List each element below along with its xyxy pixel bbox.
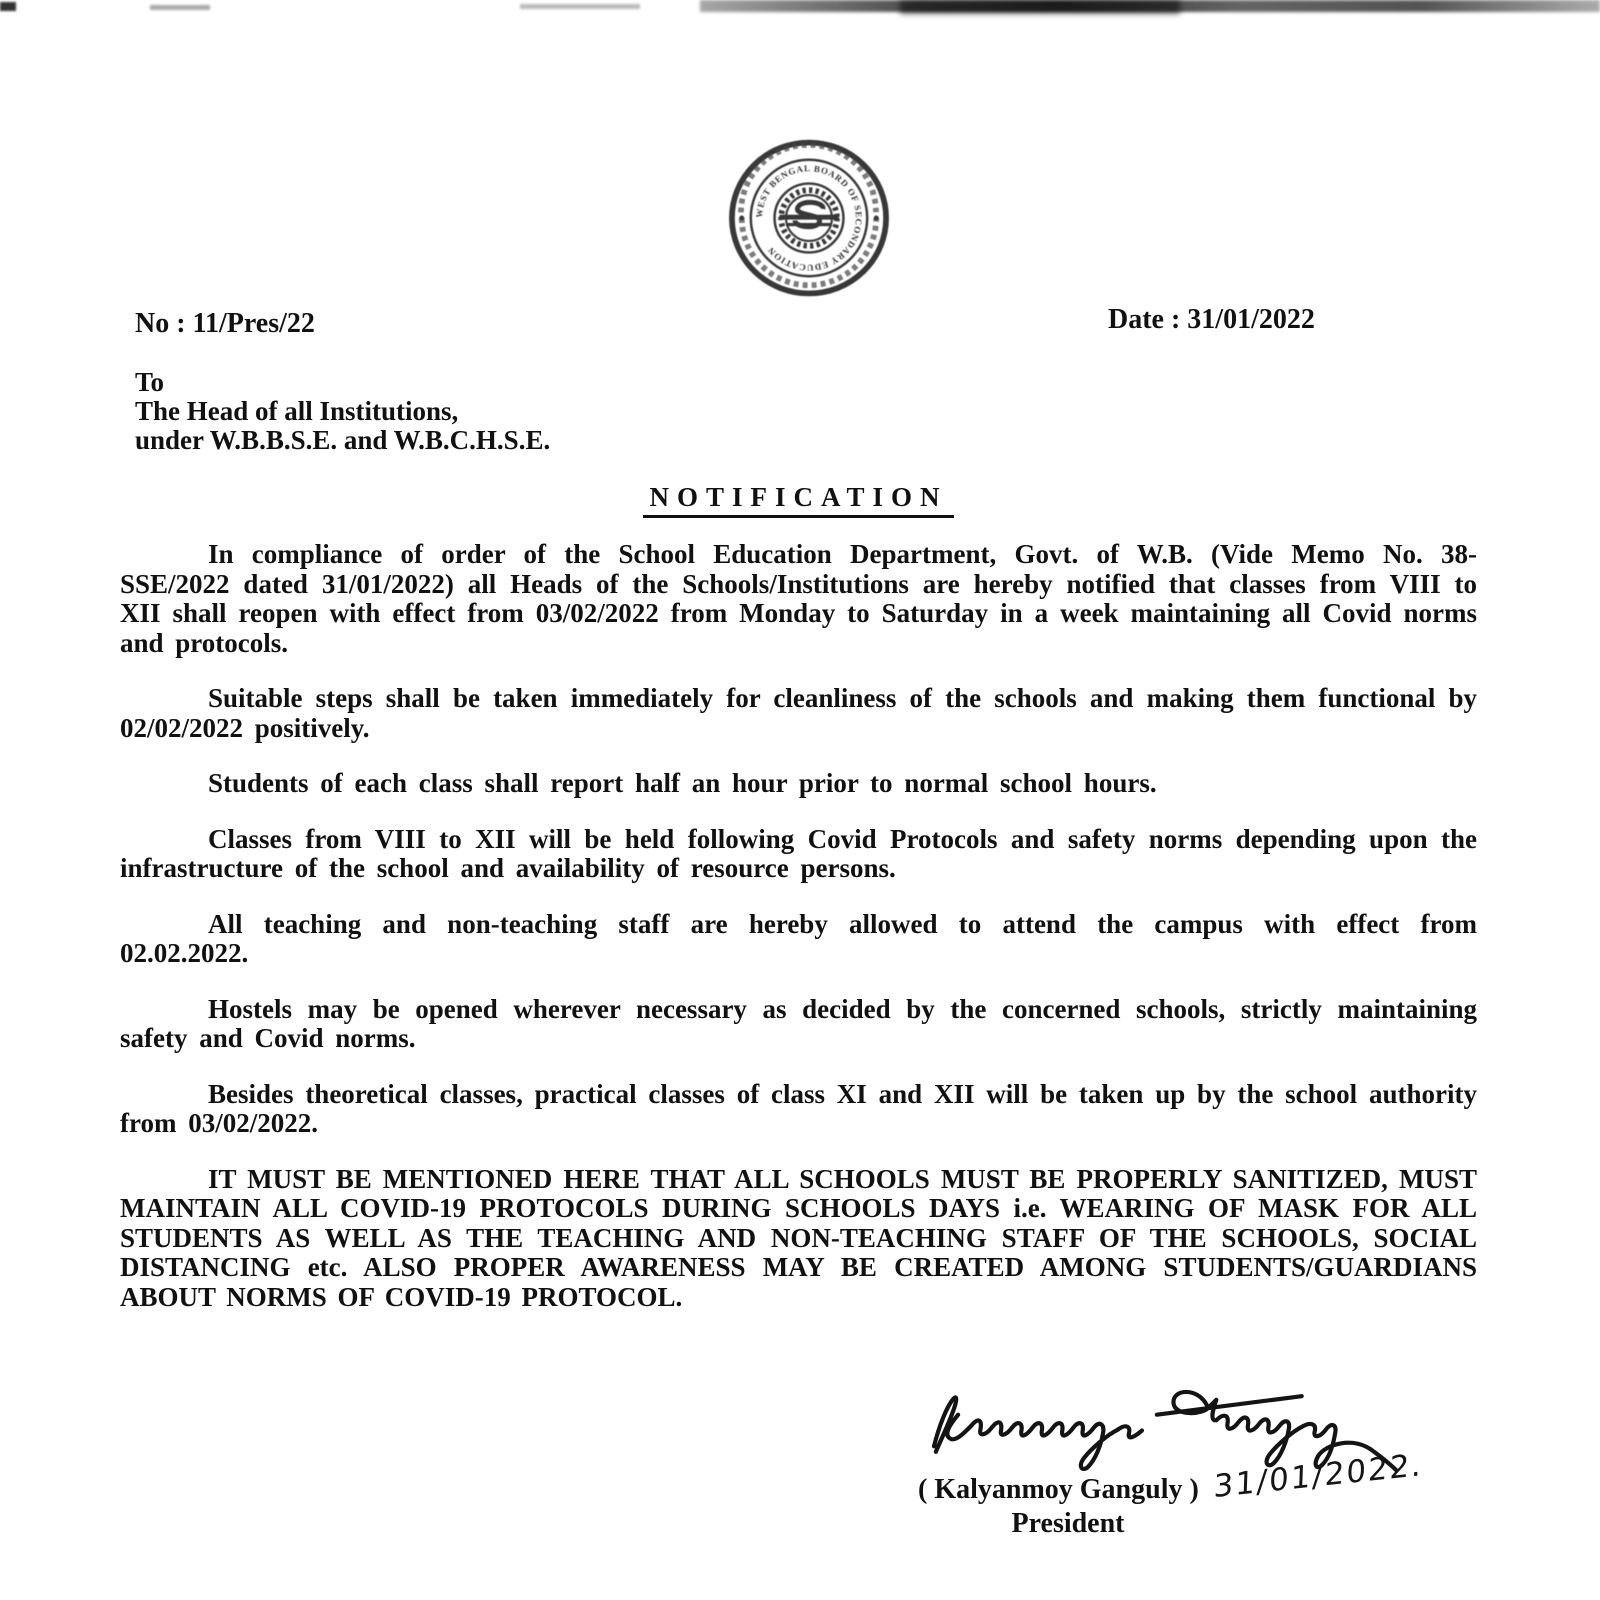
letter-date: Date : 31/01/2022 xyxy=(1108,304,1315,335)
scan-speck xyxy=(0,2,16,11)
seal-ring-text: WEST BENGAL BOARD OF SECONDARY EDUCATION xyxy=(754,163,864,273)
recipient-line: The Head of all Institutions, xyxy=(135,396,459,426)
paragraph: In compliance of order of the School Education Department, Govt. of W.B. (Vide Memo No. 38-SSE/2022 dated 31/01/2022) all Heads of the Schools/Institutions are hereby notified that classes from VIII to XII shall reopen with effect from 03/02/2022 from Monday to Saturday in a week maintaining all Covid norms and protocols. xyxy=(120,539,1477,658)
emphasis-paragraph: IT MUST BE MENTIONED HERE THAT ALL SCHOOLS MUST BE PROPERLY SANITIZED, MUST MAINTAIN ALL COVID-19 PROTOCOLS DURING SCHOOLS DAYS i.e. WEARING OF MASK FOR ALL STUDENTS AS WELL AS THE TEACHING AND NON-TEACHING STAFF OF THE SCHOOLS, SOCIAL DISTANCING etc. ALSO PROPER AWARENESS MAY BE CREATED AMONG STUDENTS/GUARDIANS ABOUT NORMS OF COVID-19 PROTOCOL. xyxy=(120,1163,1477,1312)
scan-smudge-band xyxy=(700,0,1600,12)
paragraph: Students of each class shall report half an hour prior to normal school hours. xyxy=(208,768,1157,798)
scan-speck xyxy=(520,4,640,9)
handwritten-date: 31/01/2022. xyxy=(1212,1446,1424,1506)
board-seal-icon xyxy=(726,136,892,300)
recipient-to: To xyxy=(135,367,165,397)
scan-artifact-strip xyxy=(0,0,1600,16)
notification-title: NOTIFICATION xyxy=(643,482,953,518)
seal-graphic xyxy=(726,136,892,300)
paragraph: Besides theoretical classes, practical classes of class XI and XII will be taken up by the school authority from 03/02/2022. xyxy=(120,1078,1477,1138)
letter-body xyxy=(120,540,1477,1338)
recipient-line: under W.B.B.S.E. and W.B.C.H.S.E. xyxy=(135,425,551,455)
scan-speck xyxy=(150,5,210,10)
signature-block xyxy=(878,1372,1518,1540)
recipient-block xyxy=(135,368,550,455)
paragraph: All teaching and non-teaching staff are hereby allowed to attend the campus with effect from 02.02.2022. xyxy=(120,908,1477,968)
reference-number: No : 11/Pres/22 xyxy=(135,308,315,339)
signatory-designation: President xyxy=(1011,1508,1125,1539)
paragraph: Classes from VIII to XII will be held following Covid Protocols and safety norms depending upon the infrastructure of the school and availability of resource persons. xyxy=(120,823,1477,883)
title-row xyxy=(120,482,1477,518)
signatory-name: ( Kalyanmoy Ganguly ) xyxy=(918,1474,1199,1505)
signatory-row xyxy=(918,1446,1518,1506)
scan-smudge-blob xyxy=(900,0,1180,14)
paragraph: Hostels may be opened wherever necessary as decided by the concerned schools, strictly maintaining safety and Covid norms. xyxy=(120,993,1477,1053)
paragraph: Suitable steps shall be taken immediately for cleanliness of the schools and making them functional by 02/02/2022 positively. xyxy=(120,683,1477,743)
